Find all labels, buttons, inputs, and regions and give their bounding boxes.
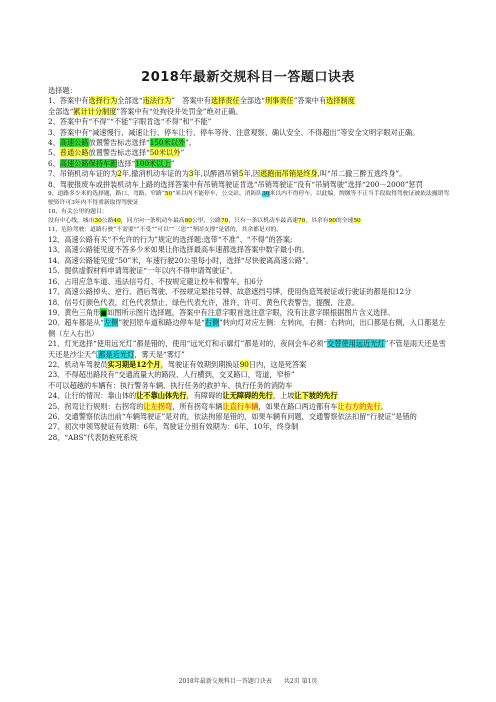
body-line	[48, 128, 450, 138]
body-line	[48, 298, 450, 308]
body-line	[48, 169, 450, 179]
highlighted-text: 选择责任	[210, 96, 240, 106]
body-text: 9、道路多少米的选择题，路口、弯路、窄路“	[48, 191, 165, 198]
body-text: ，只有一条以机动车最高速	[228, 218, 298, 225]
highlighted-text: 违法行为	[142, 96, 172, 106]
body-text: 8、驾驶报废车或拼装机动车上路的选择答案中有吊销驾驶证肯选“吊销驾驶证”没有“吊销驾驶”选择“200－2000”惩罚	[48, 179, 423, 189]
highlighted-text: 高速公路保持车距	[59, 158, 118, 168]
body-line	[48, 308, 450, 318]
highlighted-text: 让不靠山体先行	[136, 391, 187, 401]
highlighted-text: 2	[117, 169, 122, 179]
body-text: 11、危险驾驶：道路行驶“不需要”“不受”“可以”“三思”“坚固支撑”是错的，其余都是对的。	[48, 227, 283, 234]
body-text: 年,以醉酒吊销	[193, 169, 239, 179]
body-text: ,叫“吊二撤三醉五逃终身”。	[317, 169, 407, 179]
body-text: 27、初次申领驾驶证有效期：6年，驾驶证分别有效期为：6年，10年，终身制	[48, 422, 299, 432]
body-text: 4、	[48, 138, 60, 148]
body-text: ”。	[185, 138, 196, 148]
body-text: 如图所示图片选择题，答案中有注意字眼首选注意字眼，没有注意字眼根据图片含义选择。	[107, 307, 395, 317]
body-text: 全部选“	[48, 106, 74, 116]
highlighted-text: 累计计分制度	[73, 106, 117, 116]
document-body	[48, 86, 450, 443]
body-text: 13、高速公路能见度不答多少米如果让你选择最高车速都选择答案中数字最小的。	[48, 245, 309, 255]
highlighted-text: 50	[164, 191, 173, 198]
body-line	[48, 370, 450, 380]
body-text: 19、黄色三角形	[48, 307, 101, 317]
body-text: 17、高速公路掉头、逆行、酒后驾驶、不按规定悬挂号牌、故意遮挡号牌，使用伪造驾驶证或行驶证的都是扣12分	[48, 287, 412, 297]
body-text: 全部选“	[239, 96, 265, 106]
body-text: ，上坡	[272, 391, 295, 401]
body-line	[48, 422, 450, 432]
body-line	[48, 107, 450, 117]
highlighted-text: 都是近光灯	[98, 349, 135, 359]
highlighted-text: 高速公路	[59, 138, 89, 148]
body-line	[48, 190, 450, 208]
body-line	[48, 266, 450, 276]
body-text: 24、让行的情况：靠山体的	[48, 391, 137, 401]
highlighted-text: 50米以外	[149, 148, 181, 158]
highlighted-text: 70	[220, 218, 229, 225]
body-text: 选择“	[117, 158, 136, 168]
body-text: ，如果在路口两边都有车	[258, 401, 338, 411]
highlighted-text: 30	[94, 218, 102, 225]
body-line	[48, 235, 450, 245]
body-text: 放置警告标志选择“	[88, 148, 150, 158]
body-text: ”米以内不能停车，公交站、消防队	[172, 191, 263, 198]
body-text: ，同方向一条机动车最高	[120, 218, 185, 225]
body-line	[48, 256, 450, 266]
body-text: ”答案中有“处拘役并处罚金”绝对正确。	[116, 106, 243, 116]
body-text: 14、高速公路能见度“50”米，车速行驶20公里每小时，选择“尽快驶离高速公路”。	[48, 255, 313, 265]
highlighted-text: 5	[238, 169, 244, 179]
body-text: 公路	[101, 218, 114, 225]
highlighted-text: 让左拐弯	[143, 401, 173, 411]
body-line	[48, 148, 450, 158]
highlighted-text: 3	[188, 169, 194, 179]
body-text: ，所有拐弯车辆	[172, 401, 223, 411]
highlighted-text: 100米以上	[135, 158, 171, 168]
highlighted-text: 右侧	[204, 318, 220, 328]
highlighted-text: 让无障碍的先行	[222, 391, 273, 401]
body-text: ”驶回原车道和路边停车是“	[118, 318, 205, 328]
body-text: 1、答案中有	[48, 96, 89, 106]
body-line	[48, 412, 450, 422]
highlighted-text: 逃跑而吊销是终身	[260, 169, 318, 179]
body-line	[48, 117, 450, 127]
body-text: 全部选“	[117, 96, 143, 106]
body-text: 18、信号灯颜色代表，红色代表禁止、绿色代表允许，准许，许可、黄色代表警告，提醒，注意。	[48, 297, 360, 307]
body-line	[48, 287, 450, 297]
highlighted-text: 70	[297, 218, 306, 225]
body-text: 22、机动车驾驶员	[48, 359, 108, 369]
body-line	[48, 208, 450, 217]
highlighted-text: 90	[239, 359, 249, 369]
highlighted-text: 选择制度	[326, 96, 355, 106]
body-text: 26、交通警察依法出前“车辆驾驶证”是对的，依法拘留是错的，如果车辆有问题，交通警察依法扣留“行驶证”是错的	[48, 411, 417, 421]
body-line	[48, 391, 450, 401]
body-text: 3、答案中有“减速慢行、减速让行、停车让行、停车等待、注意观察、确认安全、不得超出”等安全文明字眼对正确。	[48, 127, 420, 137]
body-text: ，有障碍的	[186, 391, 223, 401]
body-text: 10、有关公里的题目：	[48, 209, 108, 216]
body-text: 28、“ABS”代表防抱死系统	[48, 432, 138, 442]
highlighted-text: 50	[353, 218, 361, 225]
body-text: 5、	[48, 148, 60, 158]
highlighted-text: 40	[113, 218, 121, 225]
body-text: ”答案中有	[293, 96, 327, 106]
body-text: ，其余有	[305, 218, 329, 225]
highlighted-text: 30	[262, 191, 270, 198]
body-line	[48, 180, 450, 190]
body-text: 21、灯光选择“使用远光灯”都是错的，使用“远光灯和示廓灯”都是对的，夜间会车必须“	[48, 339, 328, 349]
highlighted-text: 选择行为	[88, 96, 118, 106]
body-text: 。	[380, 401, 388, 411]
body-text: 年,因	[243, 169, 261, 179]
body-text: 公里，公路	[191, 218, 221, 225]
body-line	[48, 402, 450, 412]
body-text: ”	[180, 148, 185, 158]
highlighted-text: 让下坡的先行	[294, 391, 338, 401]
highlighted-text: 80	[184, 218, 192, 225]
body-text: 不可以超越的车辆有：执行警务车辆、执行任务的救护车、执行任务的消防车	[48, 380, 293, 390]
body-text: 7、吊销机动车证的为	[48, 169, 118, 179]
body-text: 25、拐弯让行规则：右拐弯的	[48, 401, 144, 411]
body-text: ，雾天是“雾灯”	[134, 349, 185, 359]
body-text: 12、高速公路有关“不允许的行为”规定的选择题:选带“不准”、“不得”的答案;	[48, 235, 293, 245]
page-footer: 2018年最新交规科目一答题口诀表 共2页 第1页	[178, 678, 318, 685]
body-line	[48, 217, 450, 226]
body-line	[48, 226, 450, 235]
highlighted-text: 交替使用远近光灯	[327, 339, 385, 349]
body-text: 15、提供虚假材料申请驾驶证“一年以内不得申请驾驶证”。	[48, 266, 237, 276]
highlighted-text: 让直行车辆	[222, 401, 259, 411]
highlighted-text: 让右方的先行	[337, 401, 381, 411]
highlighted-text: ■	[100, 307, 108, 317]
body-line	[48, 318, 450, 339]
body-line	[48, 245, 450, 255]
body-text: ”不管是雨天还是雪天还是沙尘天气	[48, 339, 446, 359]
body-line	[48, 86, 450, 96]
highlighted-text: 150米以外	[149, 138, 186, 148]
page-title: 2018年最新交规科目一答题口诀表	[141, 70, 355, 85]
body-text: 没有中心线，城市	[48, 218, 95, 225]
body-line	[48, 96, 450, 106]
body-text: 的全速	[335, 218, 354, 225]
highlighted-text: 左侧	[103, 318, 119, 328]
body-line	[48, 433, 450, 443]
highlighted-text: 90	[328, 218, 336, 225]
body-text: 6、	[48, 158, 60, 168]
body-text: 20、超车都是从“	[48, 318, 104, 328]
body-line	[48, 277, 450, 287]
body-text: ，驾驶证有效期到期换证	[160, 359, 240, 369]
body-line	[48, 339, 450, 360]
body-text: 米以内不得停车，以此编，牌缴等不正当手段取得驾驶证被依法撤销驾驶资许可3年内不得重新取得驾驶证	[48, 191, 450, 207]
body-line	[48, 138, 450, 148]
body-line	[48, 159, 450, 169]
body-line	[48, 360, 450, 370]
body-text: 年,撤消机动车证的为	[121, 169, 189, 179]
body-text: 23、不得超出路段有“交通流量大的路段、人行横到，交叉路口，弯道，窄桥”	[48, 370, 295, 380]
body-text: ”	[170, 158, 175, 168]
body-text: ”转向灯对应左侧：左转向，右侧：右转向，出口都是右侧，入口都是左侧（左入右出）	[48, 318, 446, 338]
body-text: 选择题：	[48, 86, 77, 95]
highlighted-text: 普通公路	[59, 148, 89, 158]
body-text: 16、占用应急车道、违法信号灯、不按规定避让校车和警车，扣6分	[48, 276, 263, 286]
body-text: ” 答案中有	[171, 96, 211, 106]
highlighted-text: 实习期是12个月	[107, 359, 161, 369]
body-text: 2、答案中有“不得”“不能”字眼肯选“不得”和“不能”	[48, 117, 212, 127]
body-line	[48, 381, 450, 391]
body-text: 放置警告标志选择“	[88, 138, 150, 148]
highlighted-text: 刑事责任	[264, 96, 294, 106]
body-text: 日内，这是死答案	[248, 359, 307, 369]
